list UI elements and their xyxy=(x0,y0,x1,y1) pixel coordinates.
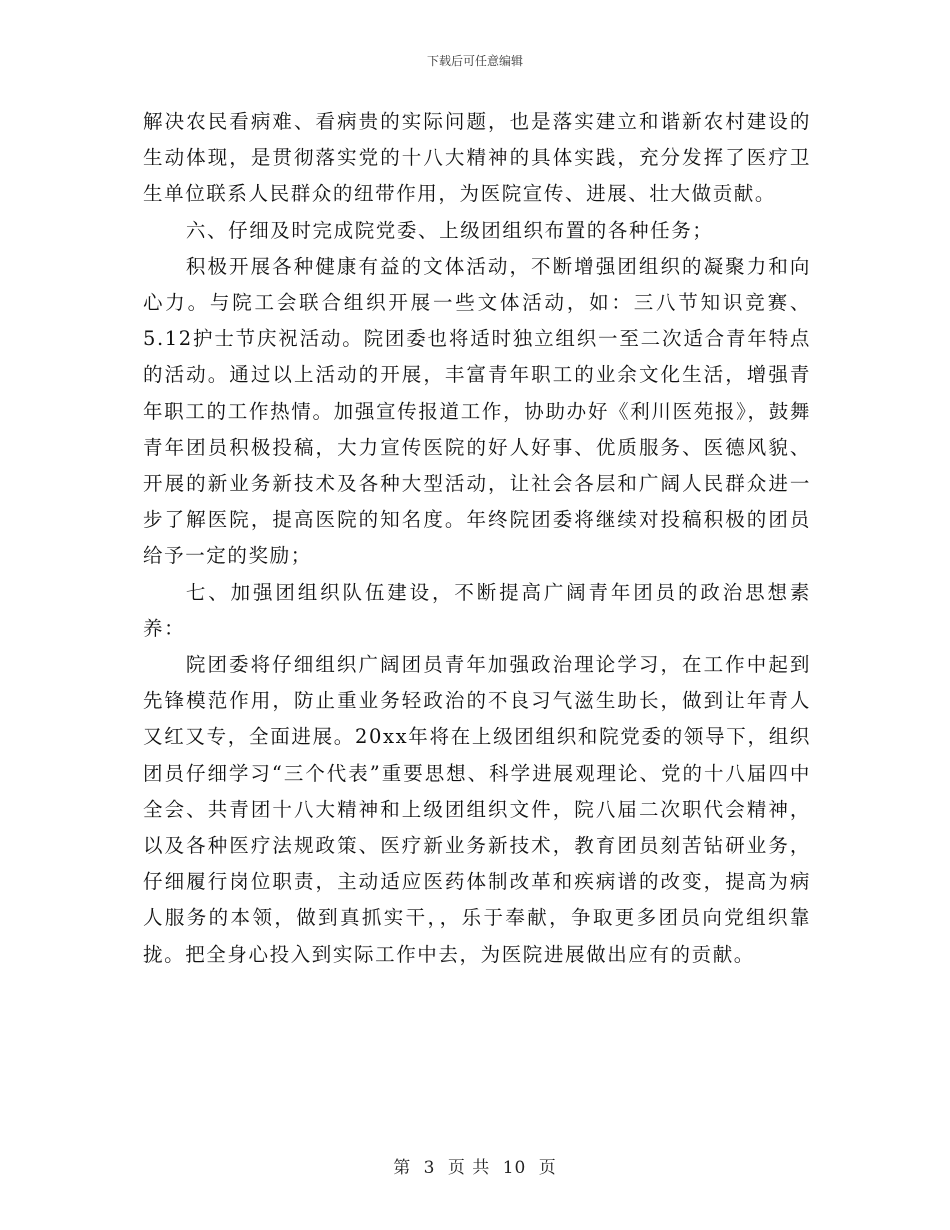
footer-prefix: 第 xyxy=(393,1158,412,1178)
page-header: 下载后可任意编辑 xyxy=(426,54,523,68)
paragraph-4: 七、加强团组织队伍建设，不断提高广阔青年团员的政治思想素养： xyxy=(143,580,811,640)
paragraph-2: 六、仔细及时完成院党委、上级团组织布置的各种任务； xyxy=(185,218,714,242)
document-body xyxy=(143,104,811,973)
paragraph-5: 院团委将仔细组织广阔团员青年加强政治理论学习，在工作中起到先锋模范作用，防止重业务轻政治的不良习气滋生助长，做到让年青人又红又专，全面进展。20xx年将在上级团组织和院党委的领导下，组织团员仔细学习“三个代表”重要思想、科学进展观理论、党的十八届四中全会、共青团十八大精神和上级团组织文件，院八届二次职代会精神，以及各种医疗法规政策、医疗新业务新技术，教育团员刻苦钻研业务，仔细履行岗位职责，主动适应医药体制改革和疾病谱的改变，提高为病人服务的本领，做到真抓实干，，乐于奉献，争取更多团员向党组织靠拢。把全身心投入到实际工作中去，为医院进展做出应有的贡献。 xyxy=(143,653,811,966)
footer-middle: 页 共 xyxy=(447,1158,491,1178)
footer-total-pages: 10 xyxy=(502,1158,527,1178)
paragraph-3: 积极开展各种健康有益的文体活动，不断增强团组织的凝聚力和向心力。与院工会联合组织开展一些文体活动，如：三八节知识竞赛、5.12护士节庆祝活动。院团委也将适时独立组织一至二次适合青年特点的活动。通过以上活动的开展，丰富青年职工的业余文化生活，增强青年职工的工作热情。加强宣传报道工作，协助办好《利川医苑报》，鼓舞青年团员积极投稿，大力宣传医院的好人好事、优质服务、医德风貌、开展的新业务新技术及各种大型活动，让社会各层和广阔人民群众进一步了解医院，提高医院的知名度。年终院团委将继续对投稿积极的团员给予一定的奖励； xyxy=(143,254,811,568)
footer-current-page: 3 xyxy=(423,1158,436,1178)
page-footer xyxy=(0,1153,950,1178)
paragraph-1: 解决农民看病难、看病贵的实际问题，也是落实建立和谐新农村建设的生动体现，是贯彻落实党的十八大精神的具体实践，充分发挥了医疗卫生单位联系人民群众的纽带作用，为医院宣传、进展、壮大做贡献。 xyxy=(143,110,811,206)
footer-suffix: 页 xyxy=(538,1158,557,1178)
